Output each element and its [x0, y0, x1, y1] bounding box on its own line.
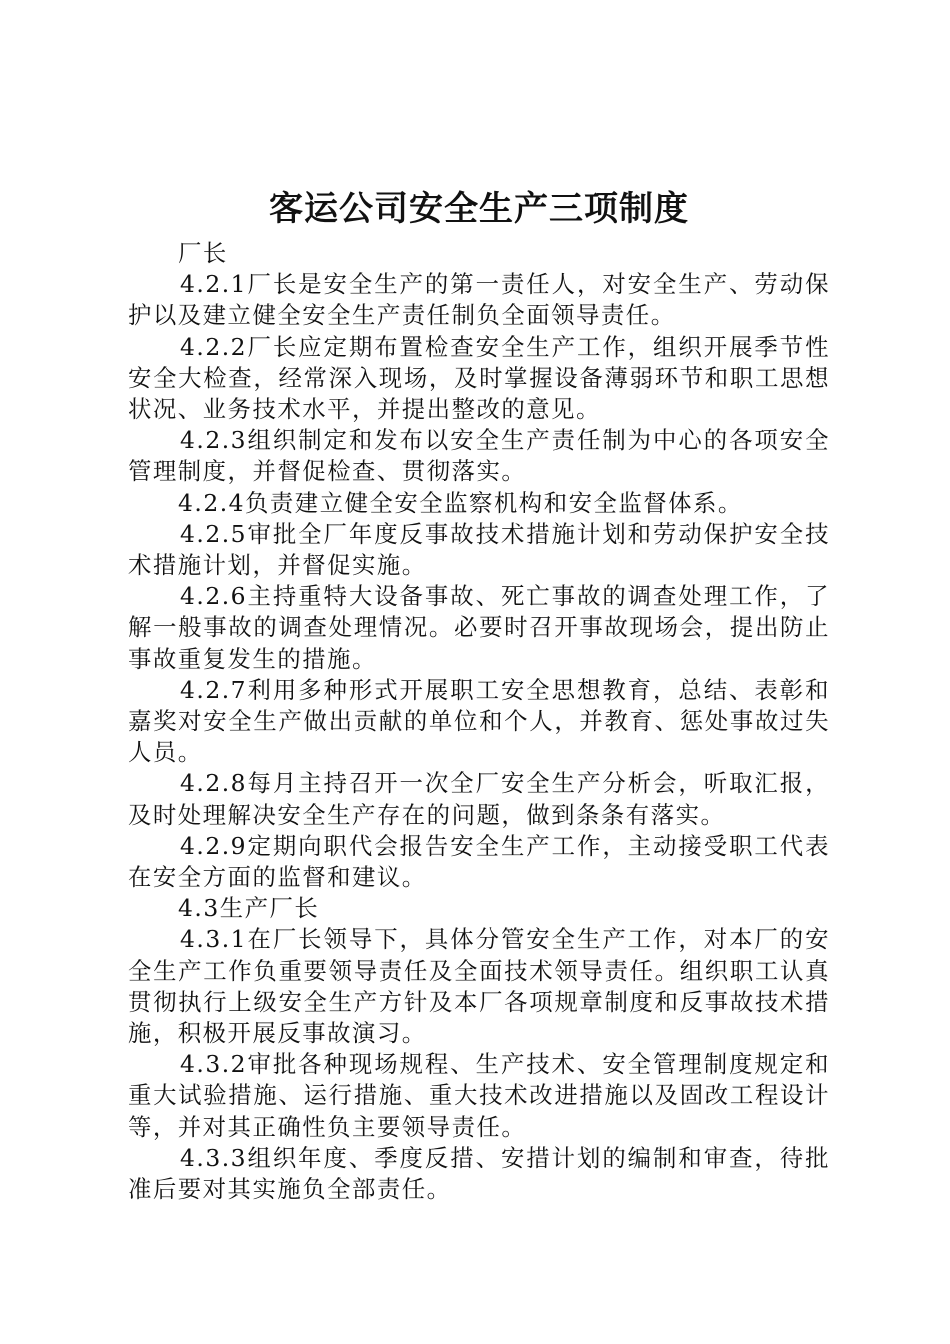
- section-heading-production-director: 4.3生产厂长: [178, 894, 320, 923]
- paragraph-4-2-1: 4.2.1厂长是安全生产的第一责任人，对安全生产、劳动保护以及建立健全安全生产责任制负全面领导责任。: [128, 270, 830, 330]
- paragraph-4-2-8: 4.2.8每月主持召开一次全厂安全生产分析会，听取汇报，及时处理解决安全生产存在的问题，做到条条有落实。: [128, 769, 830, 829]
- document-title: 客运公司安全生产三项制度: [269, 189, 689, 229]
- paragraph-4-2-9: 4.2.9定期向职代会报告安全生产工作，主动接受职工代表在安全方面的监督和建议。: [128, 831, 830, 892]
- paragraph-4-2-5: 4.2.5审批全厂年度反事故技术措施计划和劳动保护安全技术措施计划，并督促实施。: [128, 519, 830, 580]
- section-heading-director: 厂长: [178, 239, 228, 267]
- paragraph-4-2-6: 4.2.6主持重特大设备事故、死亡事故的调查处理工作，了解一般事故的调查处理情况。必要时召开事故现场会，提出防止事故重复发生的措施。: [128, 582, 830, 673]
- document-page: [128, 186, 830, 1205]
- paragraph-4-3-1: 4.3.1在厂长领导下，具体分管安全生产工作，对本厂的安全生产工作负重要领导责任及全面技术领导责任。组织职工认真贯彻执行上级安全生产方针及本厂各项规章制度和反事故技术措施，积极开展反事故演习。: [128, 925, 830, 1048]
- paragraph-4-2-3: 4.2.3组织制定和发布以安全生产责任制为中心的各项安全管理制度，并督促检查、贯彻落实。: [128, 426, 830, 486]
- paragraph-4-3-3: 4.3.3组织年度、季度反措、安措计划的编制和审查，待批准后要对其实施负全部责任。: [128, 1143, 830, 1204]
- paragraph-4-2-2: 4.2.2厂长应定期布置检查安全生产工作，组织开展季节性安全大检查，经常深入现场，及时掌握设备薄弱环节和职工思想状况、业务技术水平，并提出整改的意见。: [128, 332, 830, 424]
- paragraph-4-2-7: 4.2.7利用多种形式开展职工安全思想教育，总结、表彰和嘉奖对安全生产做出贡献的单位和个人，并教育、惩处事故过失人员。: [128, 675, 830, 767]
- paragraph-4-2-4: 4.2.4负责建立健全安全监察机构和安全监督体系。: [178, 488, 743, 517]
- paragraph-4-3-2: 4.3.2审批各种现场规程、生产技术、安全管理制度规定和重大试验措施、运行措施、重大技术改进措施以及固改工程设计等，并对其正确性负主要领导责任。: [128, 1050, 830, 1141]
